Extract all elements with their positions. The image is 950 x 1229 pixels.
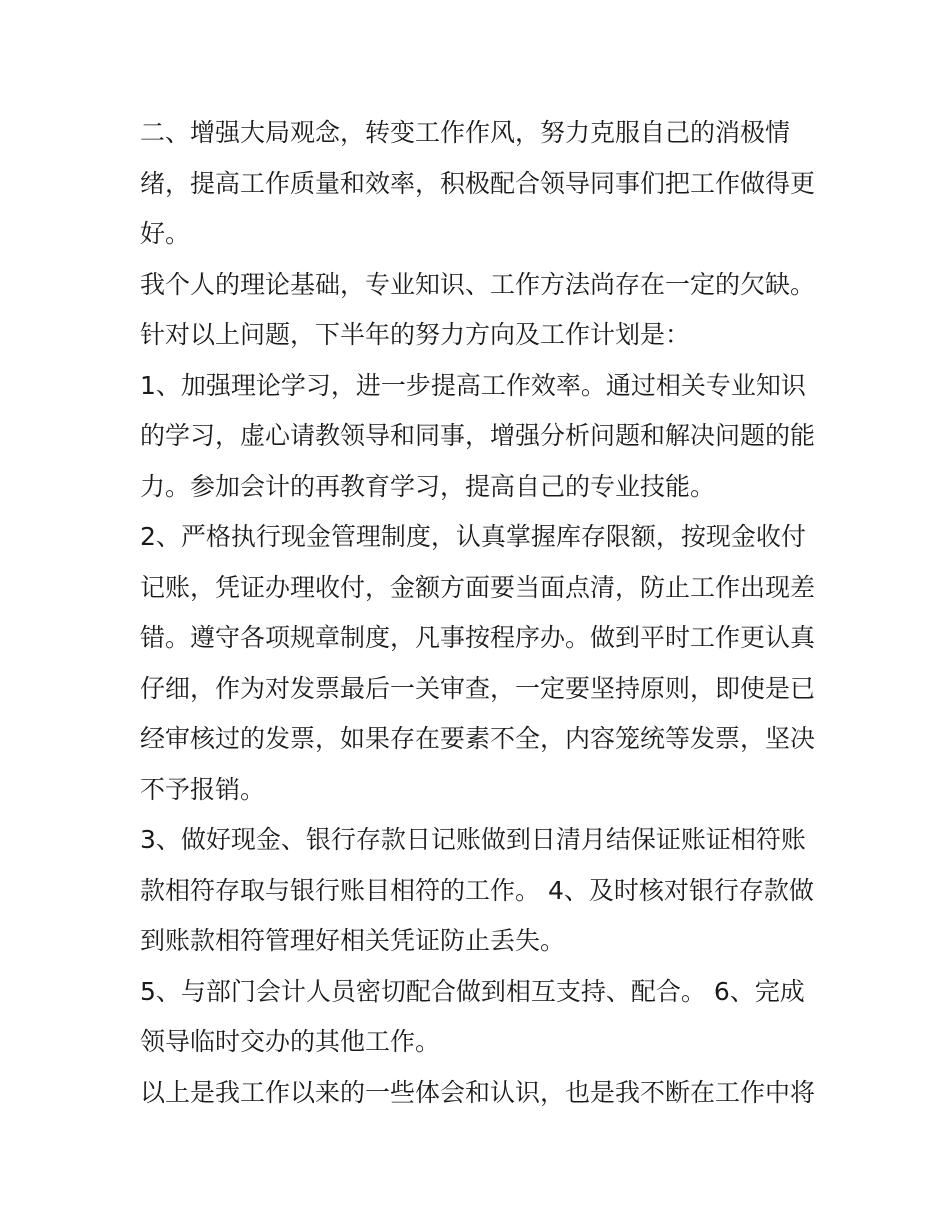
paragraph-conclusion bbox=[140, 1068, 816, 1119]
paragraph-plan-item-5-6 bbox=[140, 967, 810, 1068]
text-line: 不予报销。 bbox=[140, 774, 266, 804]
paragraph-plan-item-3-4 bbox=[140, 815, 814, 967]
text-line: 3、做好现金、银行存款日记账做到日清月结保证账证相符账 bbox=[140, 825, 806, 854]
text-line: 记账，凭证办理收付，金额方面要当面点清，防止工作出现差 bbox=[140, 572, 816, 602]
paragraph-shortcomings bbox=[140, 260, 816, 311]
text-line: 到账款相符管理好相关凭证防止丢失。 bbox=[140, 926, 566, 955]
paragraph-plan-item-2 bbox=[140, 512, 816, 815]
text-line: 5、与部门会计人员密切配合做到相互支持、配合。 6、完成 bbox=[140, 976, 805, 1006]
text-line: 针对以上问题，下半年的努力方向及工作计划是： bbox=[140, 320, 691, 349]
document-body bbox=[140, 108, 816, 1118]
paragraph-plan-item-1 bbox=[140, 361, 816, 513]
text-line: 的学习，虚心请教领导和同事，增强分析问题和解决问题的能 bbox=[140, 421, 816, 450]
text-line: 款相符存取与银行账目相符的工作。 4、及时核对银行存款做 bbox=[140, 875, 814, 905]
text-line: 2、严格执行现金管理制度，认真掌握库存限额，按现金收付 bbox=[140, 522, 806, 551]
text-line: 力。参加会计的再教育学习，提高自己的专业技能。 bbox=[140, 471, 716, 501]
text-line: 仔细，作为对发票最后一关审查，一定要坚持原则，即使是已 bbox=[140, 673, 816, 703]
paragraph-principle-2 bbox=[140, 108, 816, 260]
text-line: 领导临时交办的其他工作。 bbox=[140, 1027, 441, 1056]
text-line: 以上是我工作以来的一些体会和认识，也是我不断在工作中将 bbox=[140, 1077, 816, 1107]
text-line: 我个人的理论基础，专业知识、工作方法尚存在一定的欠缺。 bbox=[140, 269, 816, 299]
text-line: 绪，提高工作质量和效率，积极配合领导同事们把工作做得更 bbox=[140, 168, 816, 198]
text-line: 1、加强理论学习，进一步提高工作效率。通过相关专业知识 bbox=[140, 370, 806, 400]
text-line: 经审核过的发票，如果存在要素不全，内容笼统等发票，坚决 bbox=[140, 724, 816, 753]
paragraph-plan-intro bbox=[140, 310, 810, 361]
text-line: 二、增强大局观念，转变工作作风，努力克服自己的消极情 bbox=[140, 118, 791, 147]
text-line: 好。 bbox=[140, 219, 191, 248]
text-line: 错。遵守各项规章制度，凡事按程序办。做到平时工作更认真 bbox=[140, 623, 816, 652]
